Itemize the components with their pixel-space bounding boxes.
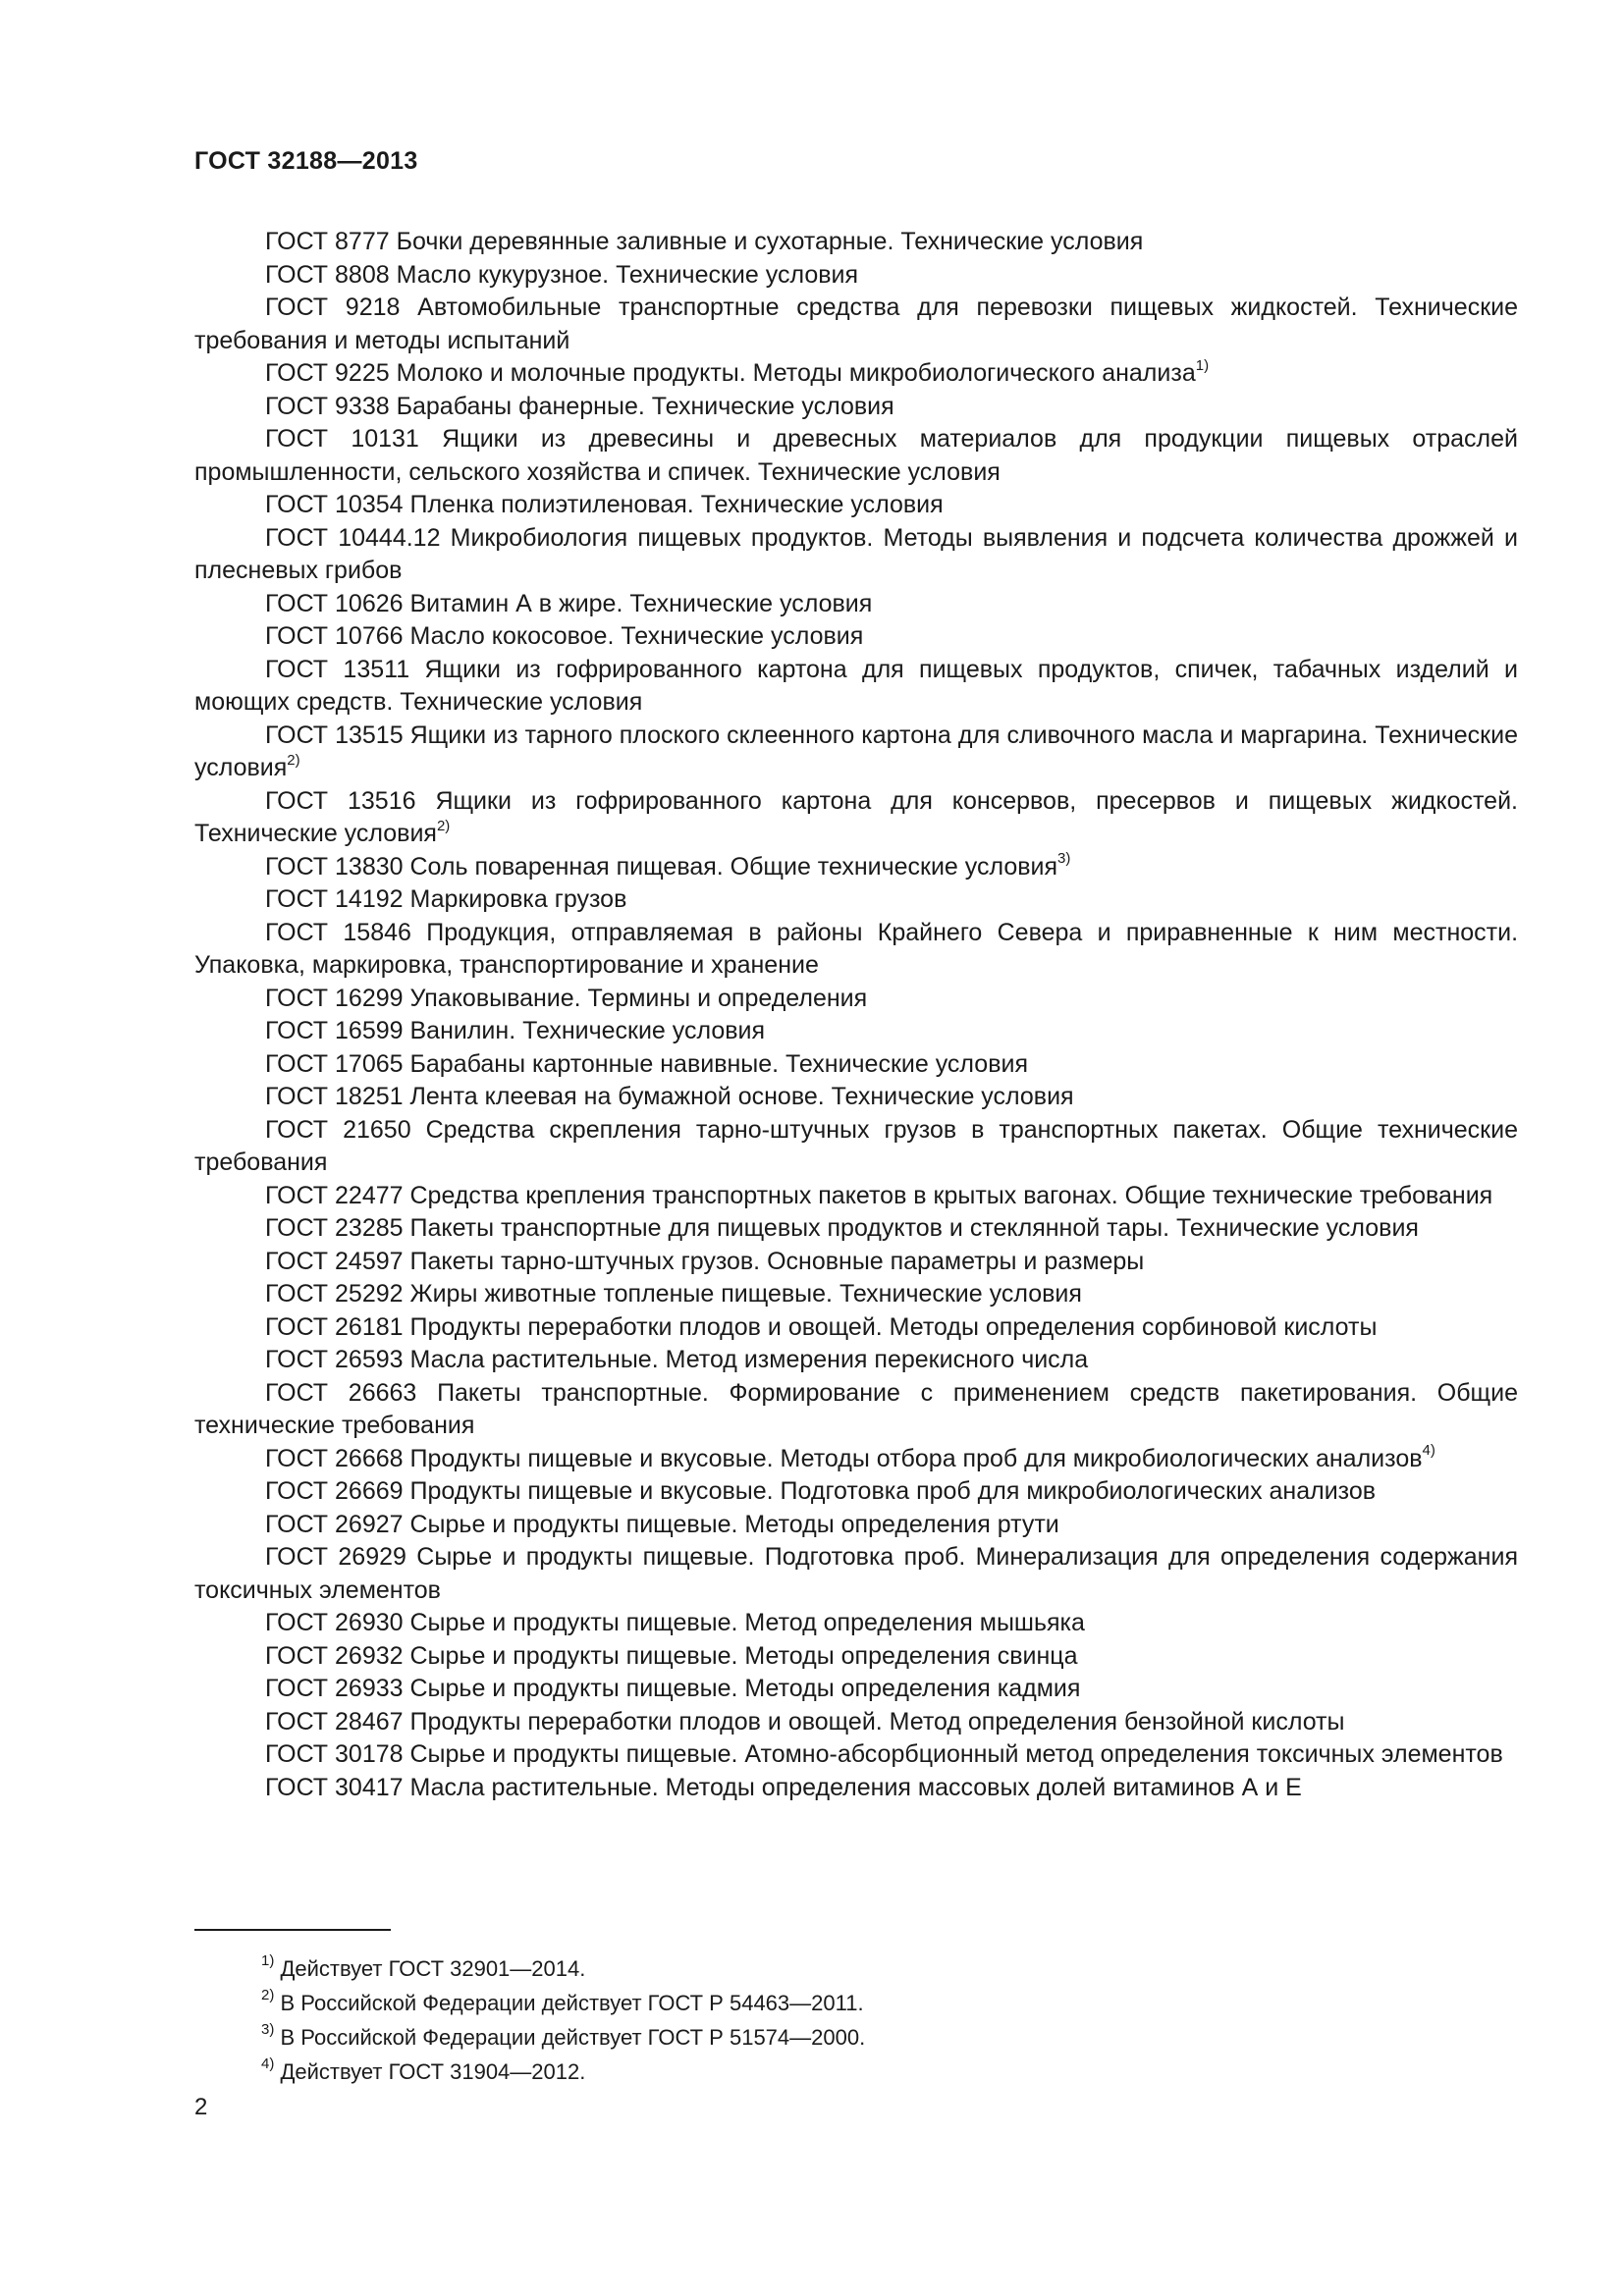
reference-item [194, 1344, 1518, 1377]
reference-item [194, 1180, 1518, 1213]
reference-title: Средства скрепления тарно-штучных грузов в транспортных пакетах. Общие технические требования [194, 1115, 1518, 1176]
reference-code: ГОСТ 13511 [265, 655, 410, 683]
reference-code: ГОСТ 28467 [265, 1707, 404, 1735]
reference-title: Сырье и продукты пищевые. Подготовка проб. Минерализация для определения содержания токсичных элементов [194, 1543, 1518, 1604]
reference-code: ГОСТ 13516 [265, 786, 416, 815]
reference-title: Микробиология пищевых продуктов. Методы выявления и подсчета количества дрожжей и плесневых грибов [194, 523, 1518, 584]
reference-title: Пакеты тарно-штучных грузов. Основные параметры и размеры [409, 1247, 1145, 1275]
reference-code: ГОСТ 21650 [265, 1115, 411, 1144]
reference-item [194, 883, 1518, 917]
footnote-text: Действует ГОСТ 32901—2014. [280, 1956, 586, 1981]
reference-item [194, 1706, 1518, 1739]
reference-title: Жиры животные топленые пищевые. Технические условия [409, 1280, 1082, 1308]
reference-code: ГОСТ 26593 [265, 1346, 404, 1373]
reference-item [194, 259, 1518, 293]
reference-code: ГОСТ 10444.12 [265, 523, 441, 552]
footnote-mark: 4) [1422, 1442, 1435, 1460]
reference-title: Барабаны фанерные. Технические условия [396, 392, 894, 420]
footnote-text: Действует ГОСТ 31904—2012. [280, 2059, 586, 2084]
reference-item [194, 391, 1518, 424]
reference-item [194, 1377, 1518, 1443]
reference-title: Масло кукурузное. Технические условия [396, 260, 859, 289]
reference-title: Пакеты транспортные. Формирование с применением средств пакетирования. Общие технические требования [194, 1378, 1518, 1439]
footnote-mark: 1) [1195, 356, 1210, 374]
reference-code: ГОСТ 10131 [265, 425, 419, 453]
reference-item [194, 1246, 1518, 1279]
reference-item [194, 489, 1518, 522]
reference-title: Сырье и продукты пищевые. Методы определения кадмия [409, 1675, 1081, 1702]
footnote-mark: 4) [261, 2055, 275, 2072]
reference-item [194, 292, 1518, 357]
reference-title: Ящики из древесины и древесных материалов для продукции пищевых отраслей промышленности, сельского хозяйства и спичек. Технические условия [194, 425, 1518, 486]
footnote-text: В Российской Федерации действует ГОСТ Р 54463—2011. [280, 1991, 864, 2015]
reference-title: Продукты переработки плодов и овощей. Метод определения бензойной кислоты [409, 1707, 1345, 1735]
reference-title: Сырье и продукты пищевые. Методы определения свинца [409, 1641, 1078, 1670]
reference-item [194, 522, 1518, 588]
reference-title: Средства крепления транспортных пакетов в крытых вагонах. Общие технические требования [409, 1181, 1493, 1209]
reference-code: ГОСТ 8808 [265, 260, 390, 289]
reference-code: ГОСТ 26669 [265, 1477, 404, 1505]
reference-item [194, 1015, 1518, 1048]
reference-item [194, 1081, 1518, 1114]
reference-code: ГОСТ 10626 [265, 589, 404, 617]
reference-title: Масло кокосовое. Технические условия [409, 622, 864, 650]
reference-title: Сырье и продукты пищевые. Методы определения ртути [409, 1510, 1059, 1538]
reference-code: ГОСТ 26927 [265, 1510, 404, 1538]
reference-code: ГОСТ 26181 [265, 1312, 404, 1341]
reference-item [194, 1212, 1518, 1246]
reference-code: ГОСТ 26930 [265, 1609, 404, 1636]
reference-code: ГОСТ 26668 [265, 1444, 404, 1472]
reference-item [194, 654, 1518, 720]
reference-title: Продукты пищевые и вкусовые. Подготовка проб для микробиологических анализов [409, 1477, 1377, 1505]
reference-item [194, 785, 1518, 851]
reference-code: ГОСТ 9218 [265, 294, 401, 321]
reference-item [194, 620, 1518, 654]
reference-code: ГОСТ 17065 [265, 1049, 404, 1078]
footnote-text: В Российской Федерации действует ГОСТ Р 51574—2000. [280, 2025, 866, 2050]
reference-code: ГОСТ 10354 [265, 491, 404, 518]
reference-title: Ящики из тарного плоского склеенного картона для сливочного масла и маргарина. Технические условия [194, 721, 1518, 781]
footnote-mark: 2) [436, 817, 451, 834]
reference-title: Пленка полиэтиленовая. Технические условия [409, 491, 944, 518]
reference-item [194, 1311, 1518, 1345]
reference-item [194, 1640, 1518, 1674]
reference-code: ГОСТ 9338 [265, 392, 390, 420]
reference-title: Масла растительные. Метод измерения перекисного числа [409, 1346, 1089, 1373]
reference-title: Пакеты транспортные для пищевых продуктов и стеклянной тары. Технические условия [409, 1214, 1419, 1242]
reference-title: Маркировка грузов [409, 885, 627, 913]
reference-code: ГОСТ 10766 [265, 622, 404, 650]
footnote-item [261, 1951, 865, 1986]
reference-title: Ванилин. Технические условия [409, 1017, 766, 1044]
footnote-mark: 2) [287, 751, 300, 769]
page-header: ГОСТ 32188—2013 [194, 147, 418, 175]
reference-item [194, 1114, 1518, 1180]
reference-item [194, 1475, 1518, 1509]
reference-title: Соль поваренная пищевая. Общие технические условия [409, 852, 1058, 881]
reference-code: ГОСТ 24597 [265, 1247, 404, 1275]
reference-code: ГОСТ 13830 [265, 852, 404, 881]
reference-item [194, 1738, 1518, 1772]
reference-item [194, 1048, 1518, 1082]
reference-code: ГОСТ 16299 [265, 984, 404, 1012]
reference-code: ГОСТ 25292 [265, 1280, 404, 1308]
reference-title: Барабаны картонные навивные. Технические условия [409, 1049, 1028, 1078]
reference-code: ГОСТ 26933 [265, 1675, 404, 1702]
footnote-item [261, 2020, 865, 2055]
page-number: 2 [194, 2094, 208, 2120]
footnote-mark: 2) [261, 1986, 275, 2003]
reference-code: ГОСТ 8777 [265, 228, 390, 255]
reference-item [194, 1607, 1518, 1640]
reference-title: Ящики из гофрированного картона для консервов, пресервов и пищевых жидкостей. Технические условия [194, 786, 1518, 847]
reference-code: ГОСТ 26663 [265, 1378, 417, 1407]
reference-code: ГОСТ 9225 [265, 359, 390, 387]
reference-title: Лента клеевая на бумажной основе. Технические условия [409, 1083, 1074, 1110]
reference-item [194, 1509, 1518, 1542]
reference-title: Масла растительные. Методы определения массовых долей витаминов А и Е [409, 1773, 1302, 1801]
reference-code: ГОСТ 15846 [265, 918, 411, 946]
reference-title: Витамин А в жире. Технические условия [409, 589, 873, 617]
reference-title: Сырье и продукты пищевые. Атомно-абсорбционный метод определения токсичных элементов [409, 1740, 1503, 1768]
reference-item [194, 1673, 1518, 1706]
reference-title: Продукты пищевые и вкусовые. Методы отбора проб для микробиологических анализов [409, 1444, 1423, 1472]
reference-code: ГОСТ 22477 [265, 1181, 404, 1209]
reference-code: ГОСТ 30417 [265, 1773, 404, 1801]
footnote-item [261, 1986, 865, 2020]
reference-title: Упаковывание. Термины и определения [409, 984, 868, 1012]
reference-item [194, 357, 1518, 391]
reference-code: ГОСТ 26932 [265, 1641, 404, 1670]
reference-code: ГОСТ 30178 [265, 1740, 404, 1768]
reference-code: ГОСТ 26929 [265, 1543, 406, 1571]
reference-title: Молоко и молочные продукты. Методы микробиологического анализа [396, 359, 1196, 387]
reference-item [194, 588, 1518, 621]
reference-item [194, 226, 1518, 259]
reference-item [194, 1541, 1518, 1607]
reference-item [194, 423, 1518, 489]
footnote-mark: 1) [261, 1951, 275, 1969]
reference-item [194, 851, 1518, 884]
footnote-separator [194, 1929, 391, 1931]
footnote-mark: 3) [261, 2020, 275, 2038]
reference-item [194, 1772, 1518, 1805]
references-list [194, 226, 1518, 1804]
reference-code: ГОСТ 23285 [265, 1214, 404, 1242]
reference-title: Сырье и продукты пищевые. Метод определения мышьяка [409, 1609, 1085, 1636]
reference-item [194, 1278, 1518, 1311]
reference-code: ГОСТ 18251 [265, 1083, 404, 1110]
reference-code: ГОСТ 14192 [265, 885, 404, 913]
reference-title: Продукция, отправляемая в районы Крайнего Севера и приравненные к ним местности. Упаковка, маркировка, транспортирование и хранение [194, 918, 1519, 979]
footnote-item [261, 2055, 865, 2089]
footnotes [261, 1951, 865, 2089]
reference-code: ГОСТ 16599 [265, 1017, 404, 1044]
footnote-mark: 3) [1057, 850, 1071, 868]
reference-title: Продукты переработки плодов и овощей. Методы определения сорбиновой кислоты [409, 1312, 1378, 1341]
reference-item [194, 720, 1518, 785]
reference-item [194, 983, 1518, 1016]
reference-item [194, 917, 1518, 983]
reference-title: Ящики из гофрированного картона для пищевых продуктов, спичек, табачных изделий и моющих средств. Технические условия [194, 655, 1519, 716]
reference-title: Бочки деревянные заливные и сухотарные. Технические условия [396, 228, 1144, 255]
reference-title: Автомобильные транспортные средства для перевозки пищевых жидкостей. Технические требования и методы испытаний [194, 294, 1518, 354]
reference-code: ГОСТ 13515 [265, 721, 404, 749]
reference-item [194, 1443, 1518, 1476]
